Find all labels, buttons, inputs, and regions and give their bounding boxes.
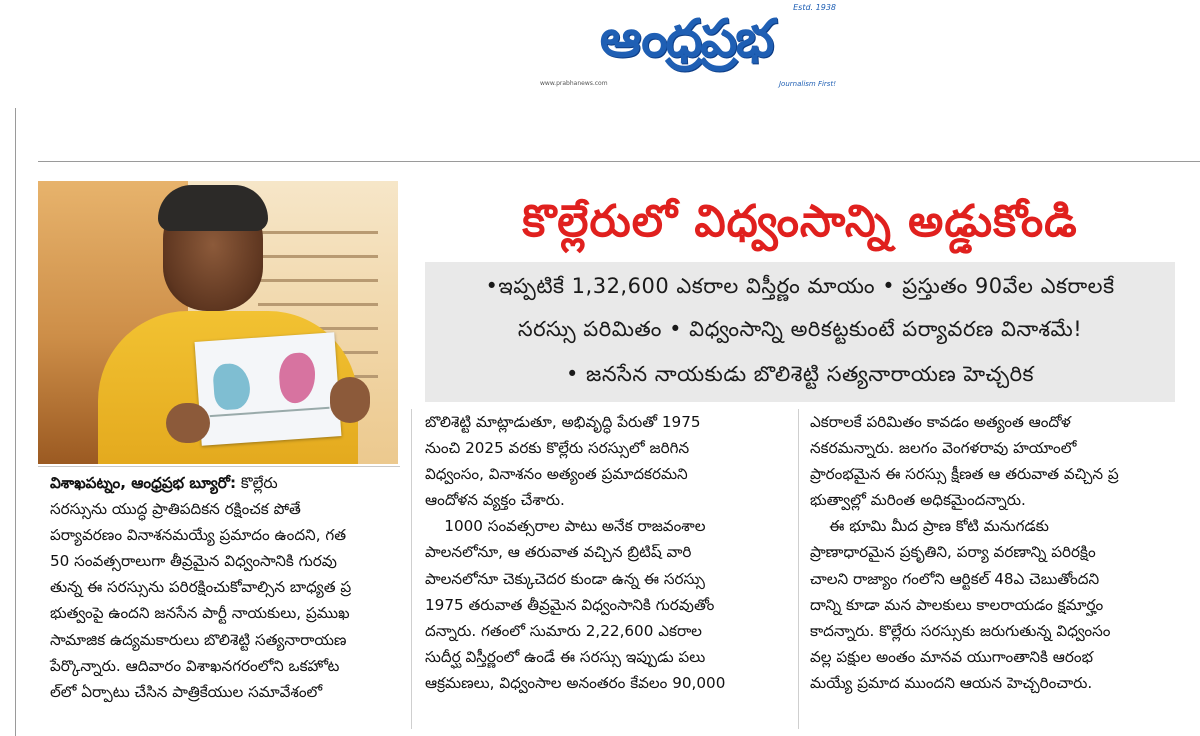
article-line: సరస్సును యుద్ధ ప్రాతిపదికన రక్షించక పోతే [50,500,301,519]
article-line: పర్యావరణం వినాశనమయ్యే ప్రమాదం ఉందని, గత [50,526,347,545]
article-column-3 [810,409,1175,696]
article-line: తున్న ఈ సరస్సును పరిరక్షించుకోవాల్సిన బాధ్యత ప్ర [50,578,352,597]
article-line: మయ్యే ప్రమాద ముందని ఆయన హెచ్చరించారు. [810,673,1093,692]
speaker-left-hand [166,403,210,443]
subheadline-line: •ఇప్పటికే 1,32,600 ఎకరాల విస్తీర్ణం మాయం • ప్రస్తుతం 90వేల ఎకరాలకే [485,274,1115,298]
article-line: ఆందోళన వ్యక్తం చేశారు. [425,491,565,510]
subheadline-box [425,262,1175,402]
dateline: విశాఖపట్నం, ఆంధ్రప్రభ బ్యూరో: [50,474,237,492]
article-line: ఆక్రమణలు, విధ్వంసాల అనంతరం కేవలం 90,000 [425,673,726,692]
established-label: Estd. 1938 [793,3,836,12]
article-line: ప్రాణాధారమైన ప్రకృతిని, పర్యా వరణాన్ని పరిరక్షిం [810,543,1096,562]
column-divider [411,409,412,729]
article-line [50,470,400,496]
article-line: సామాజిక ఉద్యమకారులు బొలిశెట్టి సత్యనారాయణ [50,630,347,649]
newspaper-logo [536,3,836,88]
article-headline: కొల్లేరులో విధ్వంసాన్ని అడ్డుకోండి [522,196,1078,247]
speaker-photo [38,181,398,464]
article-line: చాలని రాజ్యాం గంలోని ఆర్టికల్ 48ఎ చెబుతోందని [810,569,1100,588]
dateline-continuation: కొల్లేరు [236,474,278,492]
article-line: 1975 తరువాత తీవ్రమైన విధ్వంసానికి గురవుతోం [425,595,715,614]
article-line: దాన్ని కూడా మన పాలకులు కాలరాయడం క్షమార్హం [810,595,1104,614]
article-line: భుత్వాల్లో మరింత అధికమైందన్నారు. [810,491,1026,510]
article-column-2 [425,409,790,696]
article-line: పాలనలోనూ, ఆ తరువాత వచ్చిన బ్రిటిష్ వారి [425,543,692,562]
article-line: దన్నారు. గతంలో సుమారు 2,22,600 ఎకరాల [425,621,702,640]
article-line: 1000 సంవత్సరాల పాటు అనేక రాజవంశాల [425,517,706,536]
article-line: వల్ల పక్షుల అంతం మానవ యుగాంతానికి ఆరంభ [810,647,1093,666]
column-divider [798,409,799,729]
top-border-rule [38,161,1200,162]
article-line: నుంచి 2025 వరకు కొల్లేరు సరస్సులో జరిగిన [425,439,690,458]
article-line: బొలిశెట్టి మాట్లాడుతూ, అభివృద్ధి పేరుతో 1975 [425,413,701,431]
article-line: సుదీర్ఘ విస్తీర్ణంలో ఉండే ఈ సరస్సు ఇప్పుడు పలు [425,647,706,666]
article-line: కాదన్నారు. కొల్లేరు సరస్సుకు జరుగుతున్న విధ్వంసం [810,621,1111,640]
article-line: 50 సంవత్సరాలుగా తీవ్రమైన విధ్వంసానికి గురవు [50,552,337,571]
left-border-rule [15,108,16,736]
article-line: పాలనలోనూ చెక్కుచెదర కుండా ఉన్న ఈ సరస్సు [425,569,705,588]
article-line: ప్రారంభమైన ఈ సరస్సు క్షీణత ఆ తరువాత వచ్చిన ప్ర [810,465,1119,484]
article-line: నకరమన్నారు. జలగం వెంగళరావు హయాంలో [810,439,1077,458]
article-line: విధ్వంసం, వినాశనం అత్యంత ప్రమాదకరమని [425,465,688,484]
held-map-paper [195,332,342,446]
website-label: www.prabhanews.com [540,80,608,87]
article-column-1 [50,470,400,705]
subheadline-line: • జనసేన నాయకుడు బొలిశెట్టి సత్యనారాయణ హెచ్చరిక [565,362,1035,386]
subheadline-line: సరస్సు పరిమితం • విధ్వంసాన్ని అరికట్టకుంటే పర్యావరణ వినాశమే! [517,317,1083,341]
article-line: భుత్వంపై ఉందని జనసేన పార్టీ నాయకులు, ప్రముఖ [50,604,350,623]
photo-bottom-rule [38,466,400,467]
tagline: Journalism First! [778,80,836,88]
article-line: ఈ భూమి మీద ప్రాణ కోటి మనుగడకు [810,517,1049,536]
logo-text: ఆంధ్రప్రభ [599,9,773,69]
article-line: ఎకరాలకే పరిమితం కావడం అత్యంత ఆందోళ [810,413,1071,431]
article-line: ల్‌లో ఏర్పాటు చేసిన పాత్రికేయుల సమావేశంలో [50,682,323,701]
speaker-right-hand [330,377,370,423]
masthead [0,0,1200,100]
speaker-hair [158,185,268,231]
article-line: పేర్కొన్నారు. ఆదివారం విశాఖనగరంలోని ఒకహోట [50,656,340,675]
